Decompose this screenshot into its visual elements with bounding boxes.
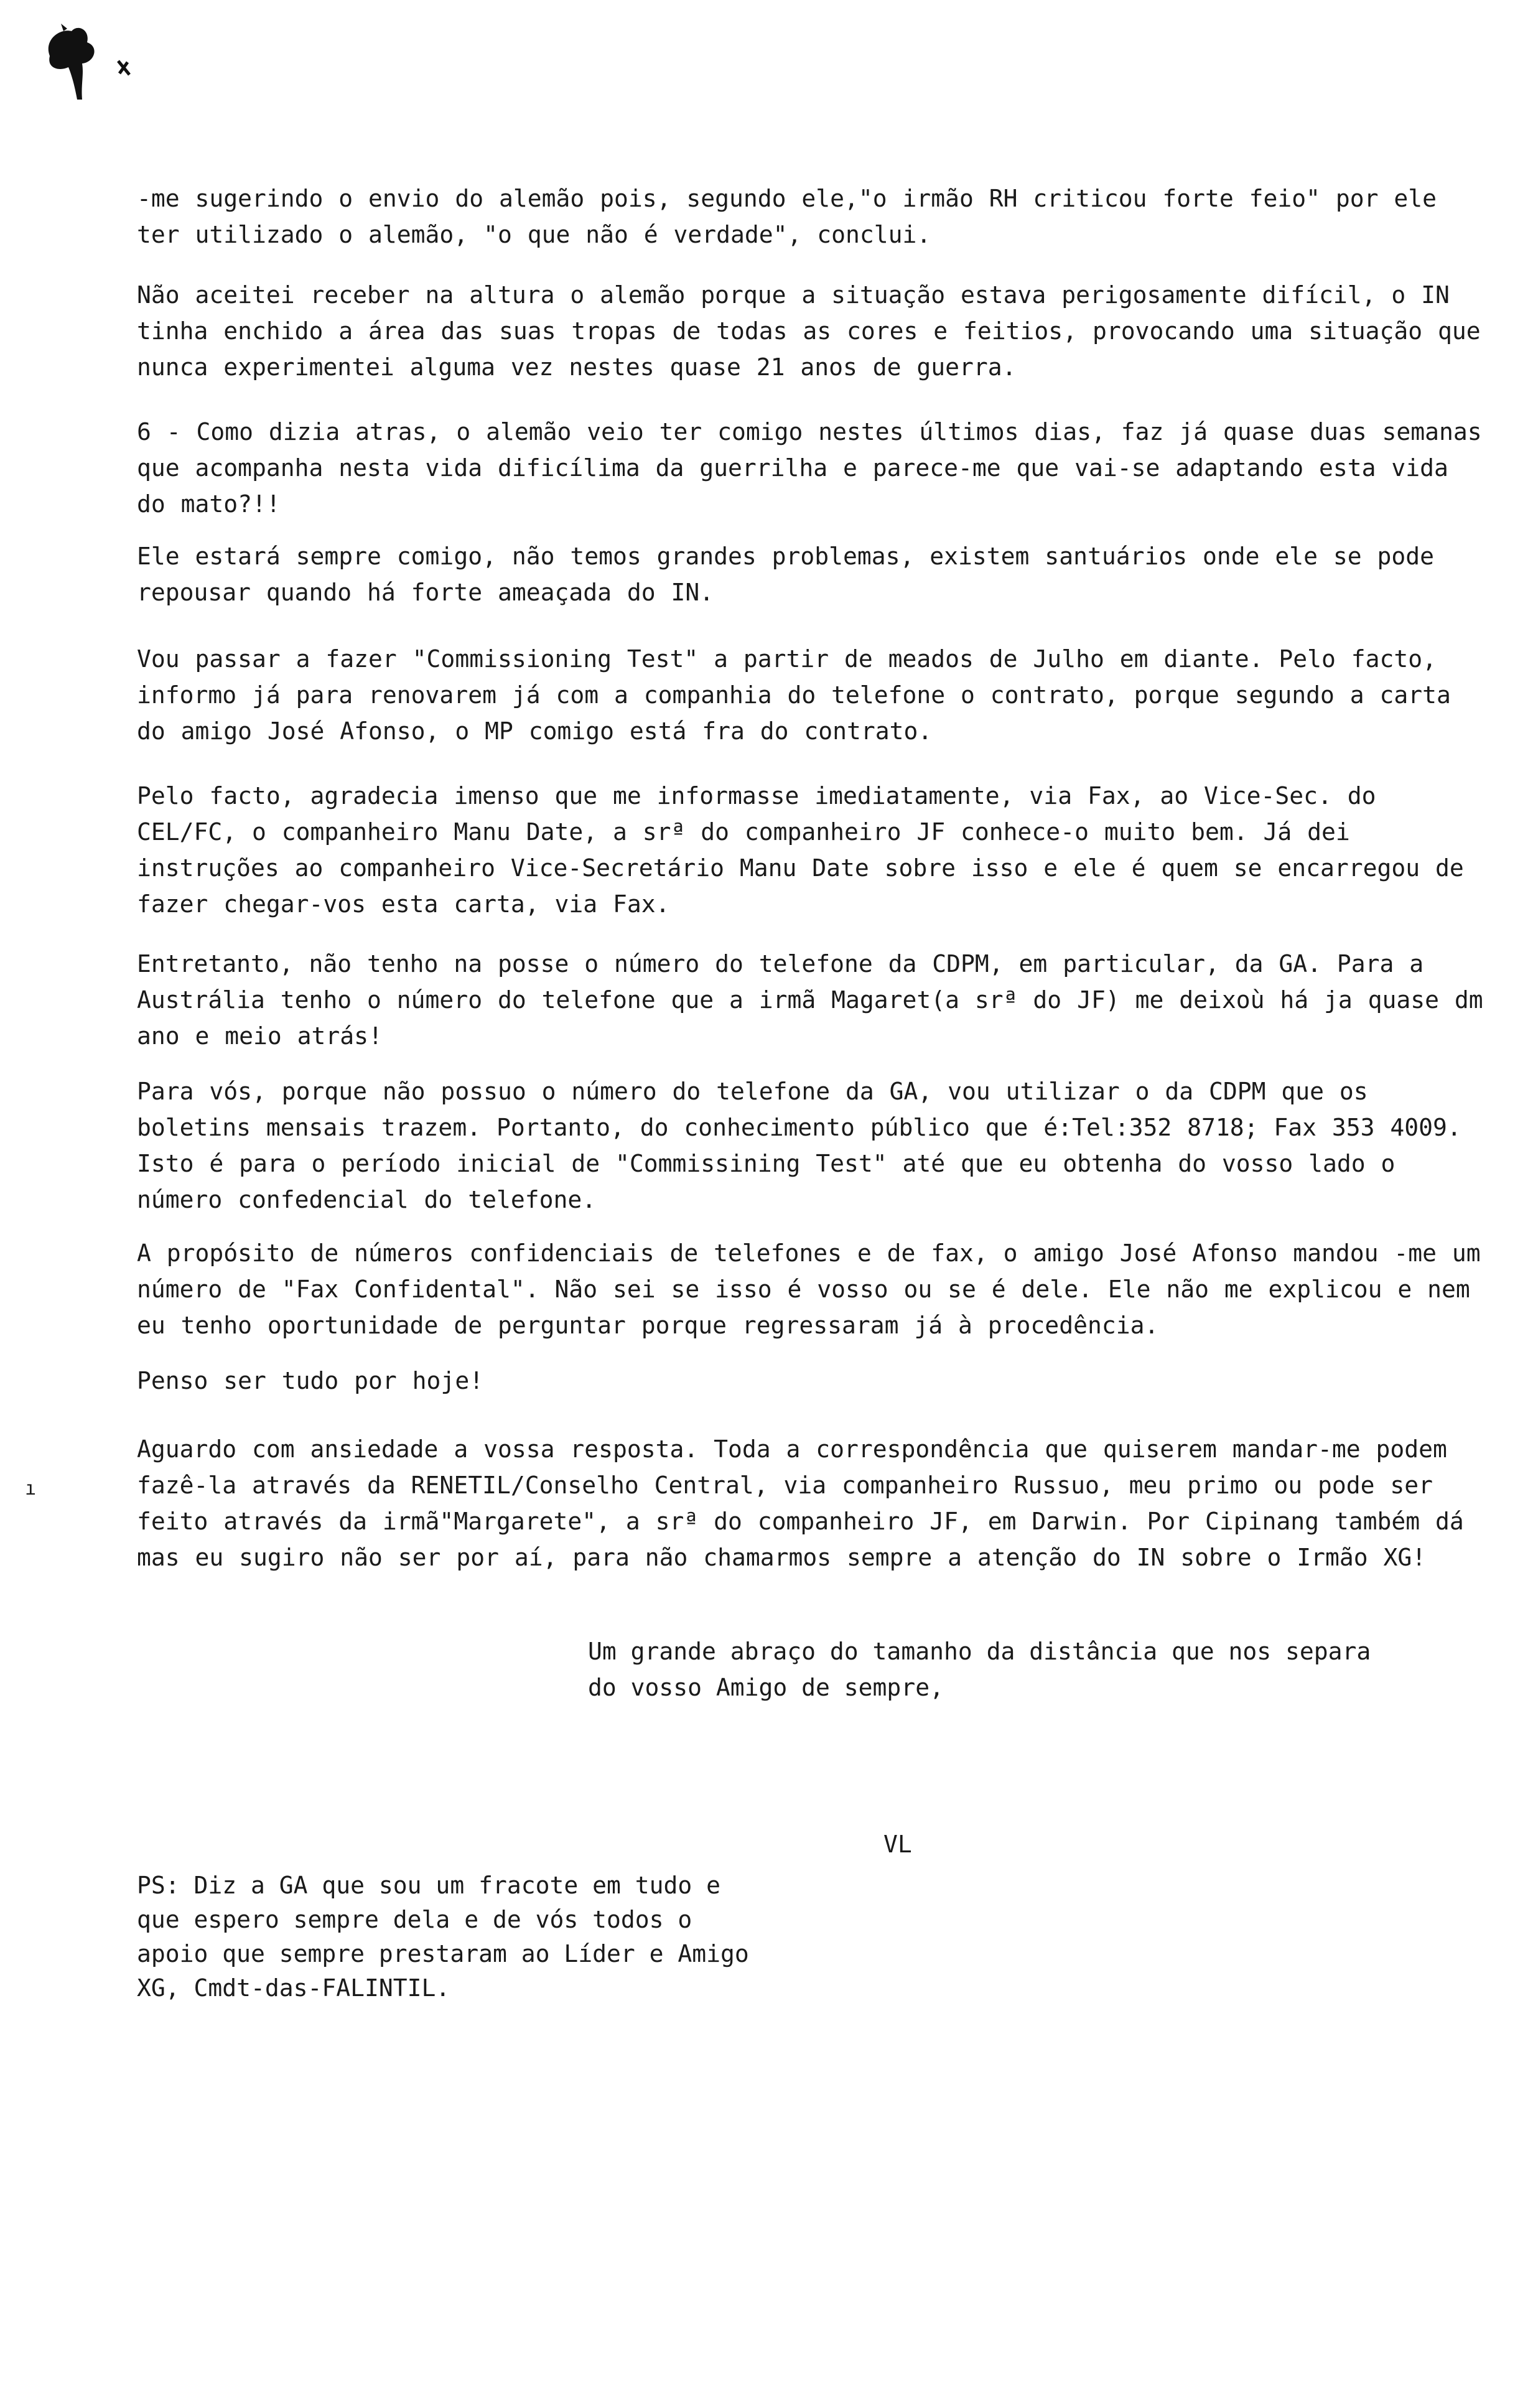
- ps-line: PS: Diz a GA que sou um fracote em tudo e: [137, 1872, 720, 1899]
- paragraph-7: Entretanto, não tenho na posse o número do telefone da CDPM, em particular, da GA. Para a Austrália tenho o número do telefone que a irmã Magaret(a srª do JF) me deixoù há ja quase dm ano e meio atrás!: [137, 950, 1483, 1050]
- ps-line: XG, Cmdt-das-FALINTIL.: [137, 1974, 450, 2002]
- ps-line: que espero sempre dela e de vós todos o: [137, 1906, 692, 1933]
- ps-line: apoio que sempre prestaram ao Líder e Amigo: [137, 1940, 749, 1967]
- ink-blot-mark: [25, 12, 143, 112]
- paragraph-8: Para vós, porque não possuo o número do telefone da GA, vou utilizar o da CDPM que os boletins mensais trazem. Portanto, do conhecimento público que é:Tel:352 8718; Fax 353 4009. Isto é para o período inicial de "Commissining Test" até que eu obtenha do vosso lado o número confedencial do telefone.: [137, 1078, 1461, 1213]
- paragraph-2: Não aceitei receber na altura o alemão porque a situação estava perigosamente difícil, o IN tinha enchido a área das suas tropas de todas as cores e feitios, provocando uma situação que nunca experimentei alguma vez nestes quase 21 anos de guerra.: [137, 281, 1481, 381]
- paragraph-9: A propósito de números confidenciais de telefones e de fax, o amigo José Afonso mandou -me um número de "Fax Confidental". Não sei se isso é vosso ou se é dele. Ele não me explicou e nem eu tenho oportunidade de perguntar porque regressaram já à procedência.: [137, 1239, 1481, 1339]
- postscript: [137, 1869, 852, 2005]
- paragraph-6: Pelo facto, agradecia imenso que me informasse imediatamente, via Fax, ao Vice-Sec. do CEL/FC, o companheiro Manu Date, a srª do companheiro JF conhece-o muito bem. Já dei instruções ao companheiro Vice-Secretário Manu Date sobre isso e ele é quem se encarregou de fazer chegar-vos esta carta, via Fax.: [137, 782, 1464, 918]
- paragraph-11: Aguardo com ansiedade a vossa resposta. Toda a correspondência que quiserem mandar-me podem fazê-la através da RENETIL/Conselho Central, via companheiro Russuo, meu primo ou pode ser feito através da irmã"Margarete", a srª do companheiro JF, em Darwin. Por Cipinang também dá mas eu sugiro não ser por aí, para não chamarmos sempre a atenção do IN sobre o Irmão XG!: [137, 1435, 1464, 1571]
- closing-line-1: Um grande abraço do tamanho da distância que nos separa: [588, 1638, 1371, 1665]
- paragraph-10: Penso ser tudo por hoje!: [137, 1367, 484, 1394]
- paragraph-3: 6 - Como dizia atras, o alemão veio ter comigo nestes últimos dias, faz já quase duas semanas que acompanha nesta vida dificílima da guerrilha e parece-me que vai-se adaptando esta vida do mato?!!: [137, 418, 1482, 518]
- paragraph-1: -me sugerindo o envio do alemão pois, segundo ele,"o irmão RH criticou forte feio" por ele ter utilizado o alemão, "o que não é verdade", conclui.: [137, 185, 1437, 248]
- closing-line-2: do vosso Amigo de sempre,: [588, 1674, 944, 1701]
- paragraph-4: Ele estará sempre comigo, não temos grandes problemas, existem santuários onde ele se pode repousar quando há forte ameaçada do IN.: [137, 543, 1435, 606]
- signature: VL: [883, 1831, 912, 1858]
- paragraph-5: Vou passar a fazer "Commissioning Test" a partir de meados de Julho em diante. Pelo facto, informo já para renovarem já com a companhia do telefone o contrato, porque segundo a carta do amigo José Afonso, o MP comigo está fra do contrato.: [137, 645, 1451, 745]
- margin-tick-mark: ı: [25, 1478, 37, 1500]
